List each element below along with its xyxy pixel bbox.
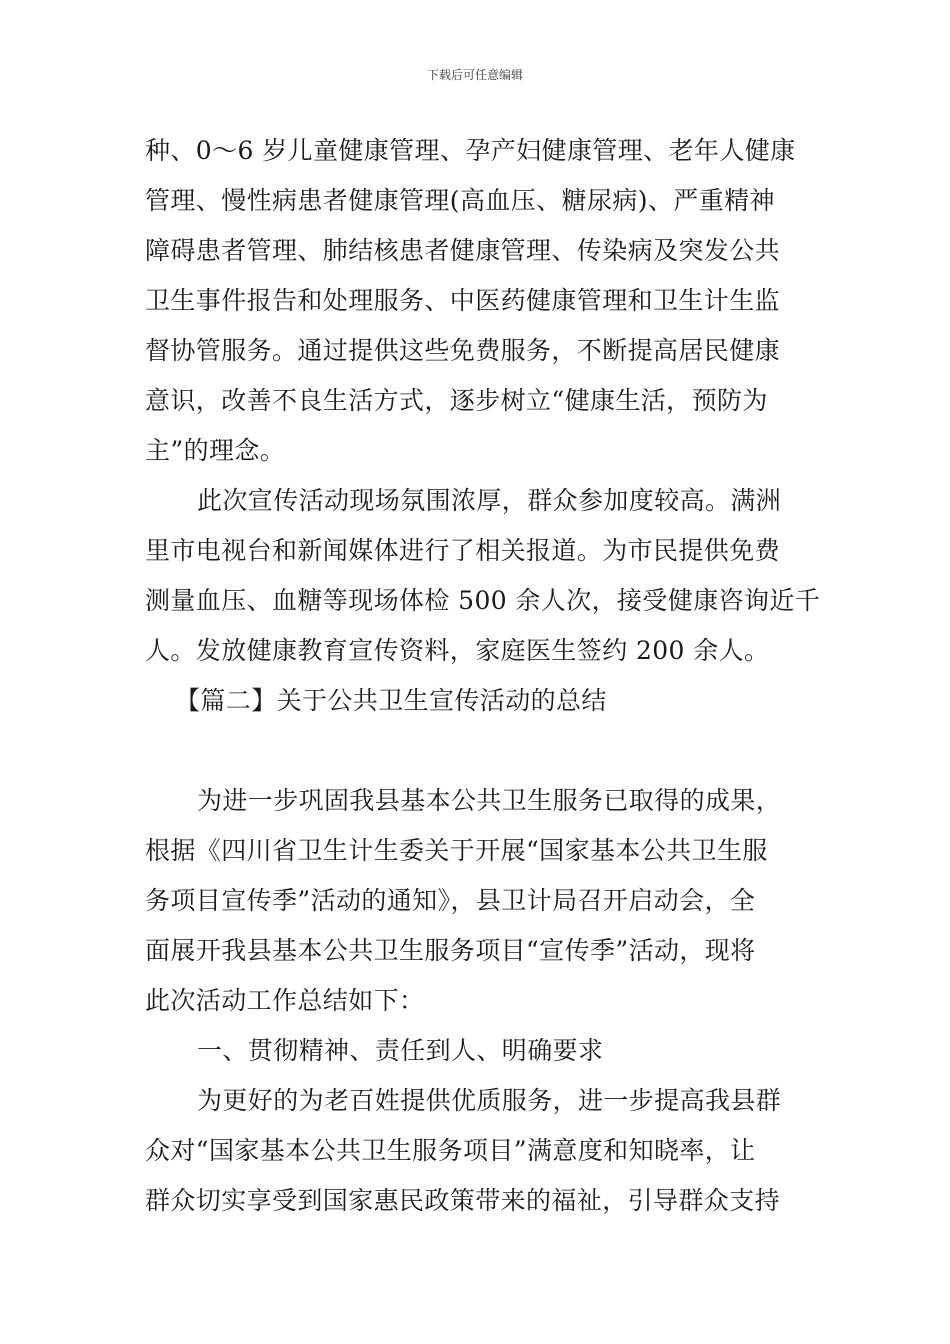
- document-body: [145, 126, 821, 1226]
- text-line: 管理、慢性病患者健康管理(高血压、糖尿病)、严重精神: [145, 186, 775, 215]
- page-header: 下载后可任意编辑: [426, 68, 523, 82]
- section-heading: 一、贯彻精神、责任到人、明确要求: [197, 1036, 604, 1065]
- text-line: 群众切实享受到国家惠民政策带来的福祉，引导群众支持: [145, 1186, 781, 1215]
- text-line: 务项目宣传季”活动的通知》，县卫计局召开启动会，全: [145, 886, 756, 915]
- text-line: 里市电视台和新闻媒体进行了相关报道。为市民提供免费: [145, 536, 781, 565]
- paragraph: [145, 476, 821, 676]
- text-line: 主”的理念。: [145, 436, 286, 465]
- spacer: [145, 726, 807, 776]
- text-line: 众对“国家基本公共卫生服务项目”满意度和知晓率，让: [145, 1136, 756, 1165]
- text-line: 督协管服务。通过提供这些免费服务，不断提高居民健康: [145, 336, 781, 365]
- text-line: 种、0～6 岁儿童健康管理、孕产妇健康管理、老年人健康: [145, 136, 796, 165]
- text-line: 此次宣传活动现场氛围浓厚，群众参加度较高。满洲: [197, 486, 782, 515]
- text-line: 人。发放健康教育宣传资料，家庭医生签约 200 余人。: [145, 636, 770, 665]
- text-line: 卫生事件报告和处理服务、中医药健康管理和卫生计生监: [145, 286, 781, 315]
- paragraph: [145, 1076, 807, 1226]
- text-line: 为进一步巩固我县基本公共卫生服务已取得的成果，: [197, 786, 782, 815]
- paragraph: [145, 126, 807, 476]
- text-line: 意识，改善不良生活方式，逐步树立“健康生活，预防为: [145, 386, 768, 415]
- paragraph: [145, 776, 807, 1026]
- text-line: 测量血压、血糖等现场体检 500 余人次，接受健康咨询近千: [145, 586, 821, 615]
- text-line: 此次活动工作总结如下：: [145, 986, 425, 1015]
- text-line: 障碍患者管理、肺结核患者健康管理、传染病及突发公共: [145, 236, 781, 265]
- text-line: 面展开我县基本公共卫生服务项目“宣传季”活动，现将: [145, 936, 756, 965]
- text-line: 根据《四川省卫生计生委关于开展“国家基本公共卫生服: [145, 836, 768, 865]
- section-title: 【篇二】关于公共卫生宣传活动的总结: [175, 686, 607, 715]
- text-line: 为更好的为老百姓提供优质服务，进一步提高我县群: [197, 1086, 782, 1115]
